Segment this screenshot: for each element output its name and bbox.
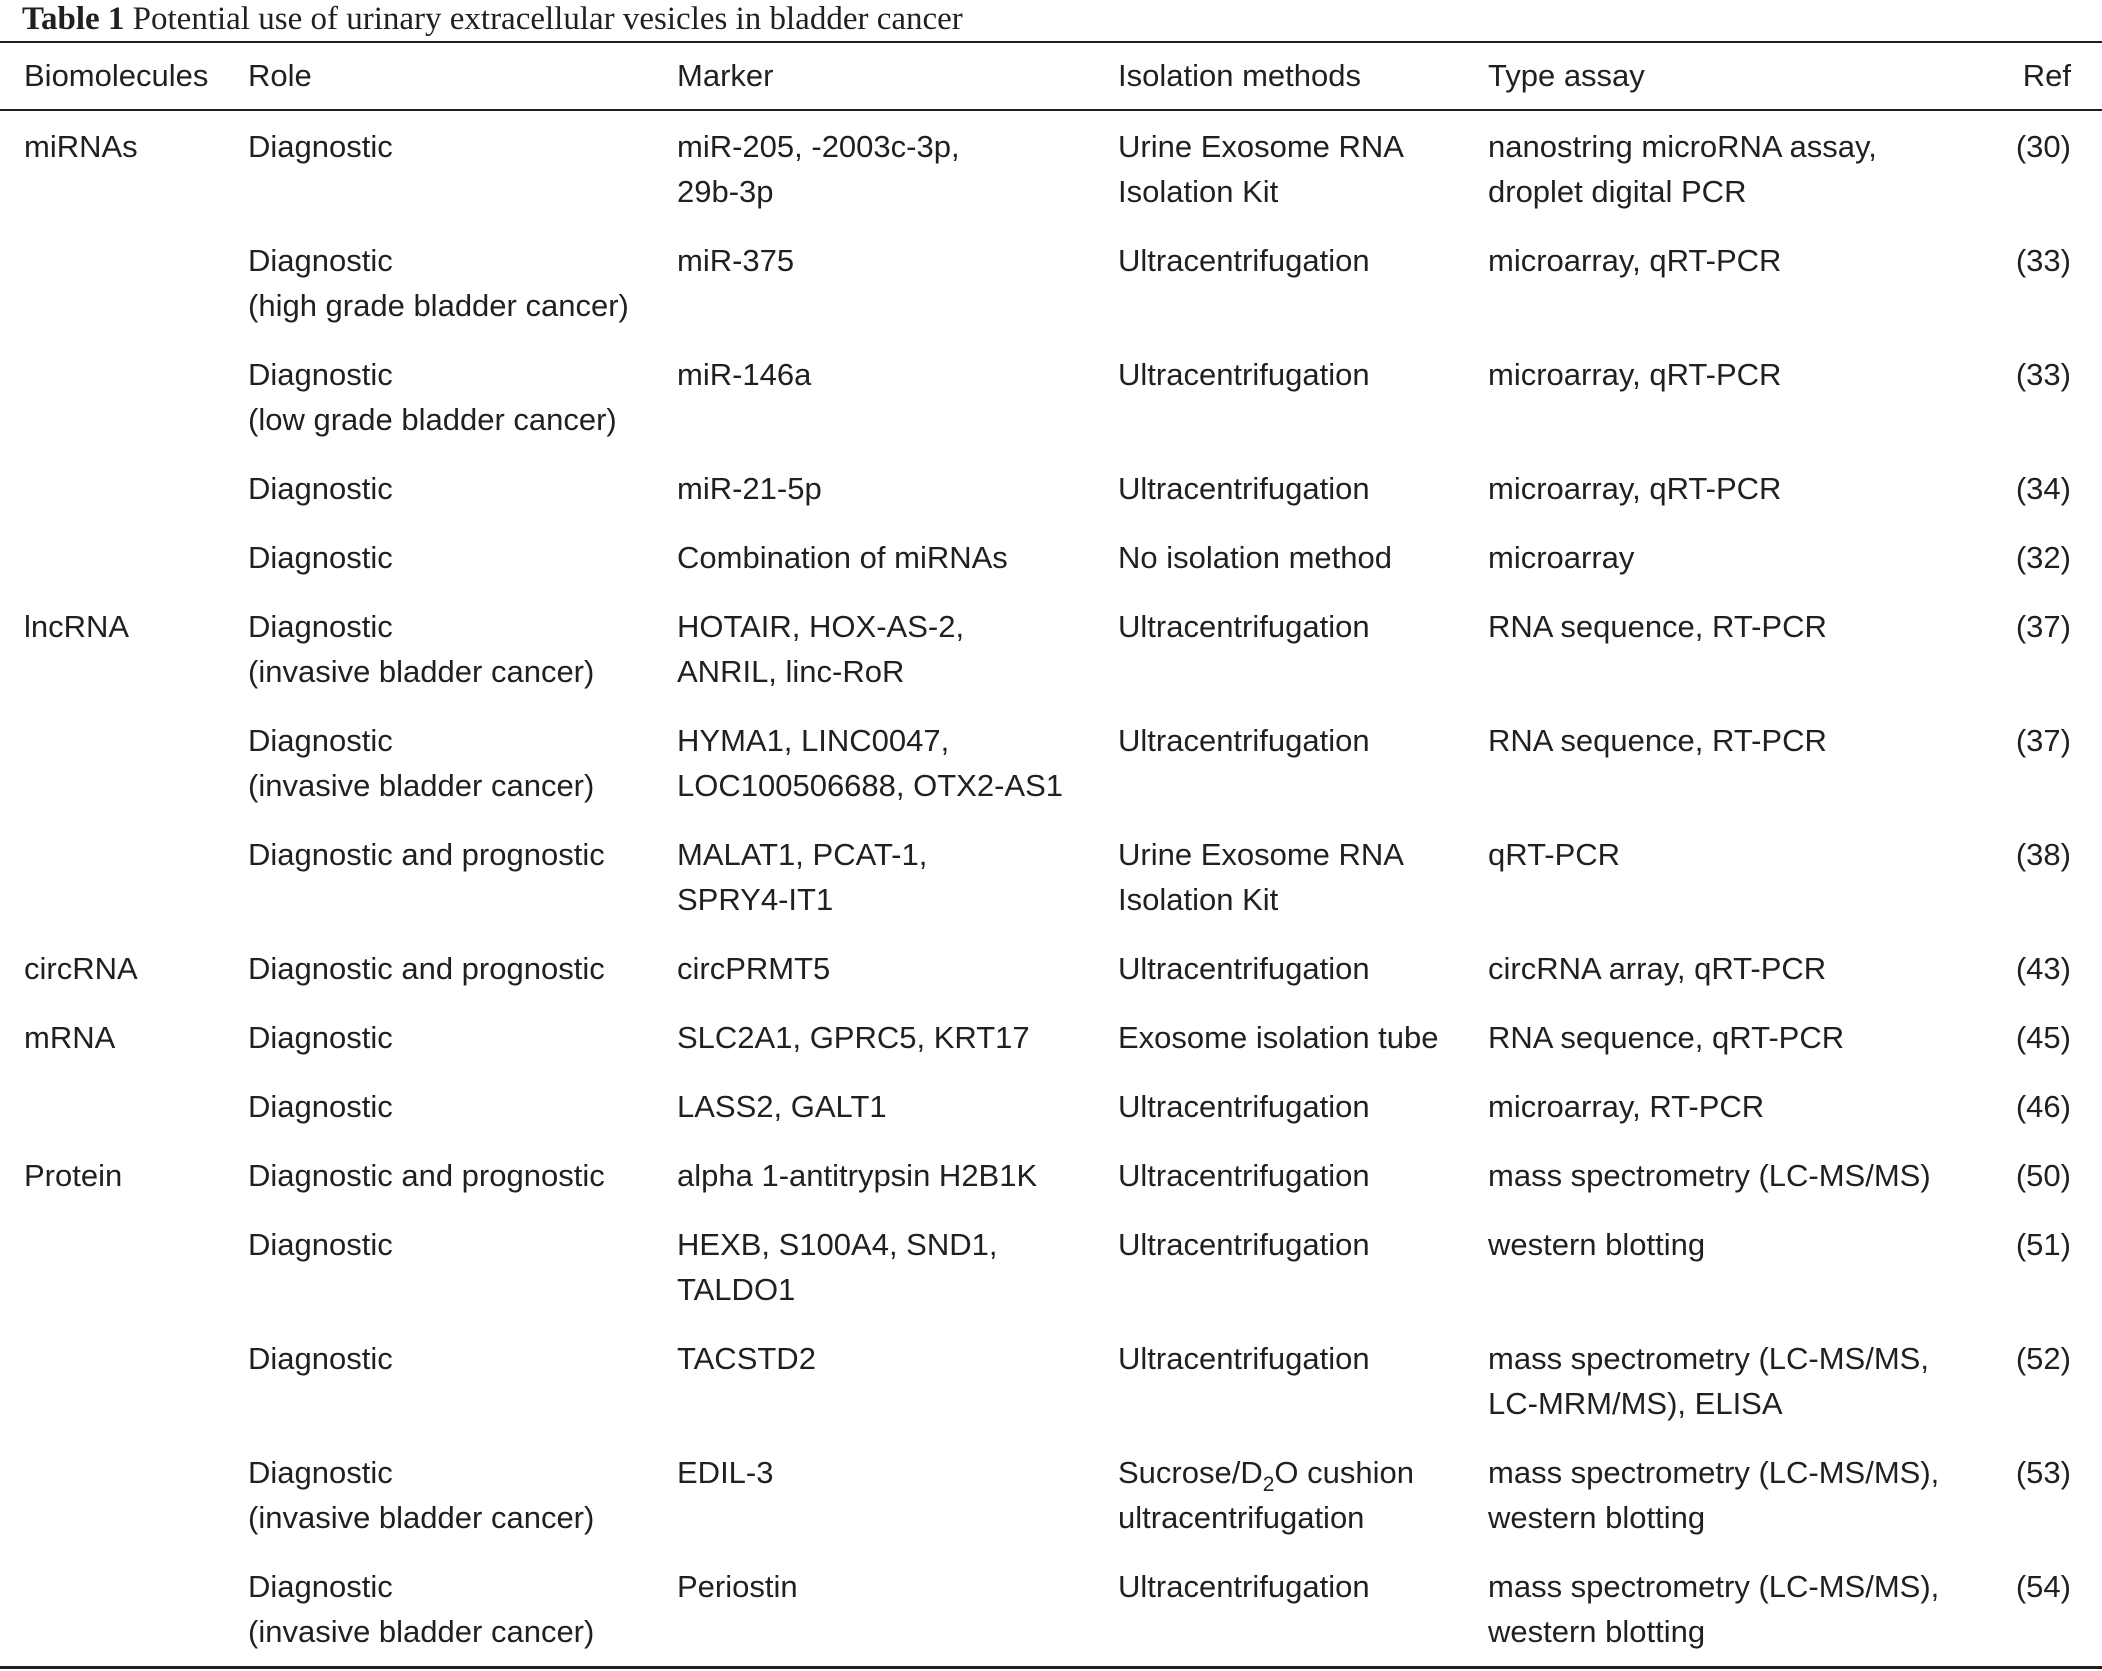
table-caption-text: Potential use of urinary extracellular vesicles in bladder cancer	[132, 1, 963, 37]
cell-marker: miR-375	[677, 243, 795, 278]
cell-isolation-method: Ultracentrifugation	[1118, 609, 1370, 644]
header-role: Role	[248, 58, 312, 93]
cell-isolation-method: Ultracentrifugation	[1118, 471, 1370, 506]
cell-marker: alpha 1-antitrypsin H2B1K	[677, 1158, 1038, 1193]
cell-ref: (45)	[2015, 1020, 2071, 1055]
cell-isolation-method: Sucrose/$D_2O$ cushion	[1118, 1455, 1414, 1496]
cell-role: (invasive bladder cancer)	[248, 654, 595, 689]
cell-type-assay: RNA sequence, RT-PCR	[1488, 723, 1827, 758]
cell-ref: (33)	[2015, 357, 2071, 392]
cell-biomolecule: mRNA	[24, 1020, 116, 1055]
cell-ref: (37)	[2015, 609, 2071, 644]
cell-marker: TACSTD2	[677, 1341, 816, 1376]
cell-isolation-method: Ultracentrifugation	[1118, 1089, 1370, 1124]
cell-marker: HEXB, S100A4, SND1,	[677, 1227, 998, 1262]
cell-isolation-method: Urine Exosome RNA	[1118, 837, 1404, 872]
cell-ref: (53)	[2015, 1455, 2071, 1490]
cell-isolation-method: Urine Exosome RNA	[1118, 129, 1404, 164]
cell-marker: HOTAIR, HOX-AS-2,	[677, 609, 965, 644]
cell-type-assay: droplet digital PCR	[1488, 174, 1747, 209]
cell-biomolecule: miRNAs	[24, 129, 138, 164]
cell-ref: (43)	[2015, 951, 2071, 986]
cell-type-assay: RNA sequence, RT-PCR	[1488, 609, 1827, 644]
cell-marker: SPRY4-IT1	[677, 882, 834, 917]
cell-role: Diagnostic	[248, 243, 393, 278]
cell-isolation-method: Ultracentrifugation	[1118, 1158, 1370, 1193]
cell-ref: (37)	[2015, 723, 2071, 758]
cell-type-assay: western blotting	[1488, 1227, 1706, 1262]
cell-marker: 29b-3p	[677, 174, 774, 209]
cell-biomolecule: circRNA	[24, 951, 138, 986]
cell-isolation-method: ultracentrifugation	[1118, 1500, 1365, 1535]
cell-type-assay: LC-MRM/MS), ELISA	[1488, 1386, 1783, 1421]
cell-role: Diagnostic	[248, 1569, 393, 1604]
cell-role: (invasive bladder cancer)	[248, 1614, 595, 1649]
cell-role: (invasive bladder cancer)	[248, 768, 595, 803]
cell-role: (low grade bladder cancer)	[248, 402, 617, 437]
cell-biomolecule: Protein	[24, 1158, 123, 1193]
cell-ref: (52)	[2015, 1341, 2071, 1376]
cell-role: Diagnostic and prognostic	[248, 1158, 605, 1193]
cell-isolation-method: Ultracentrifugation	[1118, 1569, 1370, 1604]
cell-marker: ANRIL, linc-RoR	[677, 654, 905, 689]
cell-marker: LASS2, GALT1	[677, 1089, 887, 1124]
cell-role: Diagnostic	[248, 129, 393, 164]
cell-role: Diagnostic	[248, 609, 393, 644]
header-marker: Marker	[677, 58, 774, 93]
cell-marker: MALAT1, PCAT-1,	[677, 837, 928, 872]
cell-isolation-method: Ultracentrifugation	[1118, 357, 1370, 392]
cell-isolation-method: Ultracentrifugation	[1118, 1341, 1370, 1376]
cell-marker: LOC100506688, OTX2-AS1	[677, 768, 1064, 803]
cell-role: Diagnostic and prognostic	[248, 837, 605, 872]
top-rule	[0, 41, 2102, 43]
cell-ref: (33)	[2015, 243, 2071, 278]
cell-type-assay: mass spectrometry (LC-MS/MS),	[1488, 1569, 1940, 1604]
cell-marker: TALDO1	[677, 1272, 796, 1307]
cell-type-assay: western blotting	[1488, 1614, 1706, 1649]
cell-role: Diagnostic	[248, 1341, 393, 1376]
cell-marker: Combination of miRNAs	[677, 540, 1008, 575]
cell-role: Diagnostic	[248, 540, 393, 575]
cell-role: (invasive bladder cancer)	[248, 1500, 595, 1535]
cell-isolation-method: Ultracentrifugation	[1118, 243, 1370, 278]
cell-marker: miR-21-5p	[677, 471, 822, 506]
cell-marker: SLC2A1, GPRC5, KRT17	[677, 1020, 1030, 1055]
cell-isolation-method: Exosome isolation tube	[1118, 1020, 1439, 1055]
header-type-assay: Type assay	[1488, 58, 1645, 93]
cell-ref: (46)	[2015, 1089, 2071, 1124]
cell-type-assay: circRNA array, qRT-PCR	[1488, 951, 1827, 986]
header-biomolecules: Biomolecules	[24, 58, 209, 93]
cell-role: (high grade bladder cancer)	[248, 288, 629, 323]
cell-ref: (34)	[2015, 471, 2071, 506]
cell-role: Diagnostic	[248, 471, 393, 506]
cell-role: Diagnostic	[248, 1227, 393, 1262]
cell-ref: (50)	[2015, 1158, 2071, 1193]
cell-role: Diagnostic	[248, 723, 393, 758]
cell-isolation-method: Ultracentrifugation	[1118, 723, 1370, 758]
cell-role: Diagnostic	[248, 357, 393, 392]
cell-ref: (30)	[2015, 129, 2071, 164]
cell-type-assay: western blotting	[1488, 1500, 1706, 1535]
cell-ref: (54)	[2015, 1569, 2071, 1604]
cell-type-assay: nanostring microRNA assay,	[1488, 129, 1877, 164]
cell-type-assay: microarray	[1488, 540, 1635, 575]
cell-role: Diagnostic	[248, 1020, 393, 1055]
cell-role: Diagnostic	[248, 1455, 393, 1490]
cell-type-assay: qRT-PCR	[1488, 837, 1621, 872]
header-isolation-methods: Isolation methods	[1118, 58, 1361, 93]
cell-type-assay: microarray, RT-PCR	[1488, 1089, 1765, 1124]
cell-marker: miR-205, -2003c-3p,	[677, 129, 960, 164]
cell-type-assay: RNA sequence, qRT-PCR	[1488, 1020, 1845, 1055]
cell-ref: (38)	[2015, 837, 2071, 872]
cell-marker: Periostin	[677, 1569, 798, 1604]
cell-biomolecule: lncRNA	[24, 609, 130, 644]
cell-isolation-method: No isolation method	[1118, 540, 1392, 575]
cell-type-assay: microarray, qRT-PCR	[1488, 357, 1782, 392]
cell-isolation-method: Isolation Kit	[1118, 882, 1279, 917]
cell-ref: (51)	[2015, 1227, 2071, 1262]
cell-type-assay: mass spectrometry (LC-MS/MS)	[1488, 1158, 1931, 1193]
cell-ref: (32)	[2015, 540, 2071, 575]
cell-type-assay: microarray, qRT-PCR	[1488, 243, 1782, 278]
cell-isolation-method: Isolation Kit	[1118, 174, 1279, 209]
cell-marker: circPRMT5	[677, 951, 831, 986]
bottom-rule	[0, 1666, 2102, 1669]
cell-isolation-method: Ultracentrifugation	[1118, 951, 1370, 986]
cell-role: Diagnostic	[248, 1089, 393, 1124]
cell-type-assay: microarray, qRT-PCR	[1488, 471, 1782, 506]
cell-marker: EDIL-3	[677, 1455, 774, 1490]
table-caption-label: Table 1	[22, 1, 125, 37]
cell-type-assay: mass spectrometry (LC-MS/MS,	[1488, 1341, 1929, 1376]
table-caption	[22, 0, 963, 38]
cell-role: Diagnostic and prognostic	[248, 951, 605, 986]
cell-isolation-method: Ultracentrifugation	[1118, 1227, 1370, 1262]
header-ref: Ref	[2022, 58, 2071, 93]
cell-type-assay: mass spectrometry (LC-MS/MS),	[1488, 1455, 1940, 1490]
cell-marker: miR-146a	[677, 357, 812, 392]
cell-marker: HYMA1, LINC0047,	[677, 723, 950, 758]
header-rule	[0, 109, 2102, 111]
